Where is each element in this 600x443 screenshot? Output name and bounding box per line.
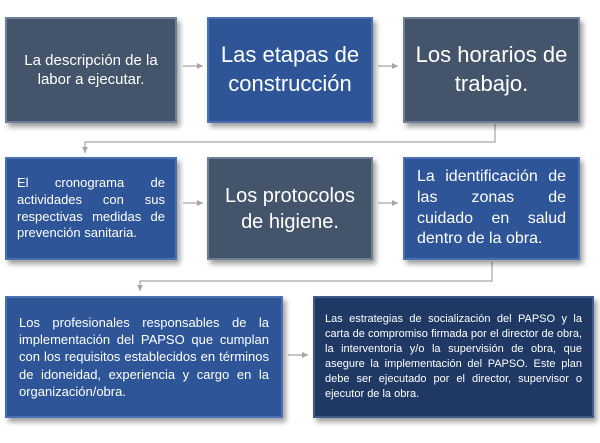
box-construction-stages: Las etapas de construcción	[207, 17, 373, 123]
box-hygiene-protocols: Los protocolos de higiene.	[207, 157, 373, 260]
box-health-zones: La identificación de las zonas de cuidado en salud dentro de la obra.	[403, 157, 580, 260]
box-work-schedules: Los horarios de trabajo.	[403, 17, 580, 123]
box-activity-schedule: El cronograma de actividades con sus respectivas medidas de prevención sanitaria.	[5, 157, 177, 260]
box-responsible-professionals: Los profesionales responsables de la implementación del PAPSO que cumplan con los requisitos establecidos en términos de idoneidad, experiencia y cargo en la organización/obra.	[5, 296, 283, 418]
connector-row2-row3	[140, 262, 492, 291]
box-labor-description: La descripción de la labor a ejecutar.	[5, 17, 177, 123]
box-socialization-strategies: Las estrategias de socialización del PAPSO y la carta de compromiso firmada por el director de obra, la interventoría y/o la supervisión de obra, que asegure la implementación del PAPSO. Este plan debe ser ejecutado por el director, supervisor o ejecutor de la obra.	[313, 296, 594, 418]
connector-row1-row2	[85, 124, 495, 153]
